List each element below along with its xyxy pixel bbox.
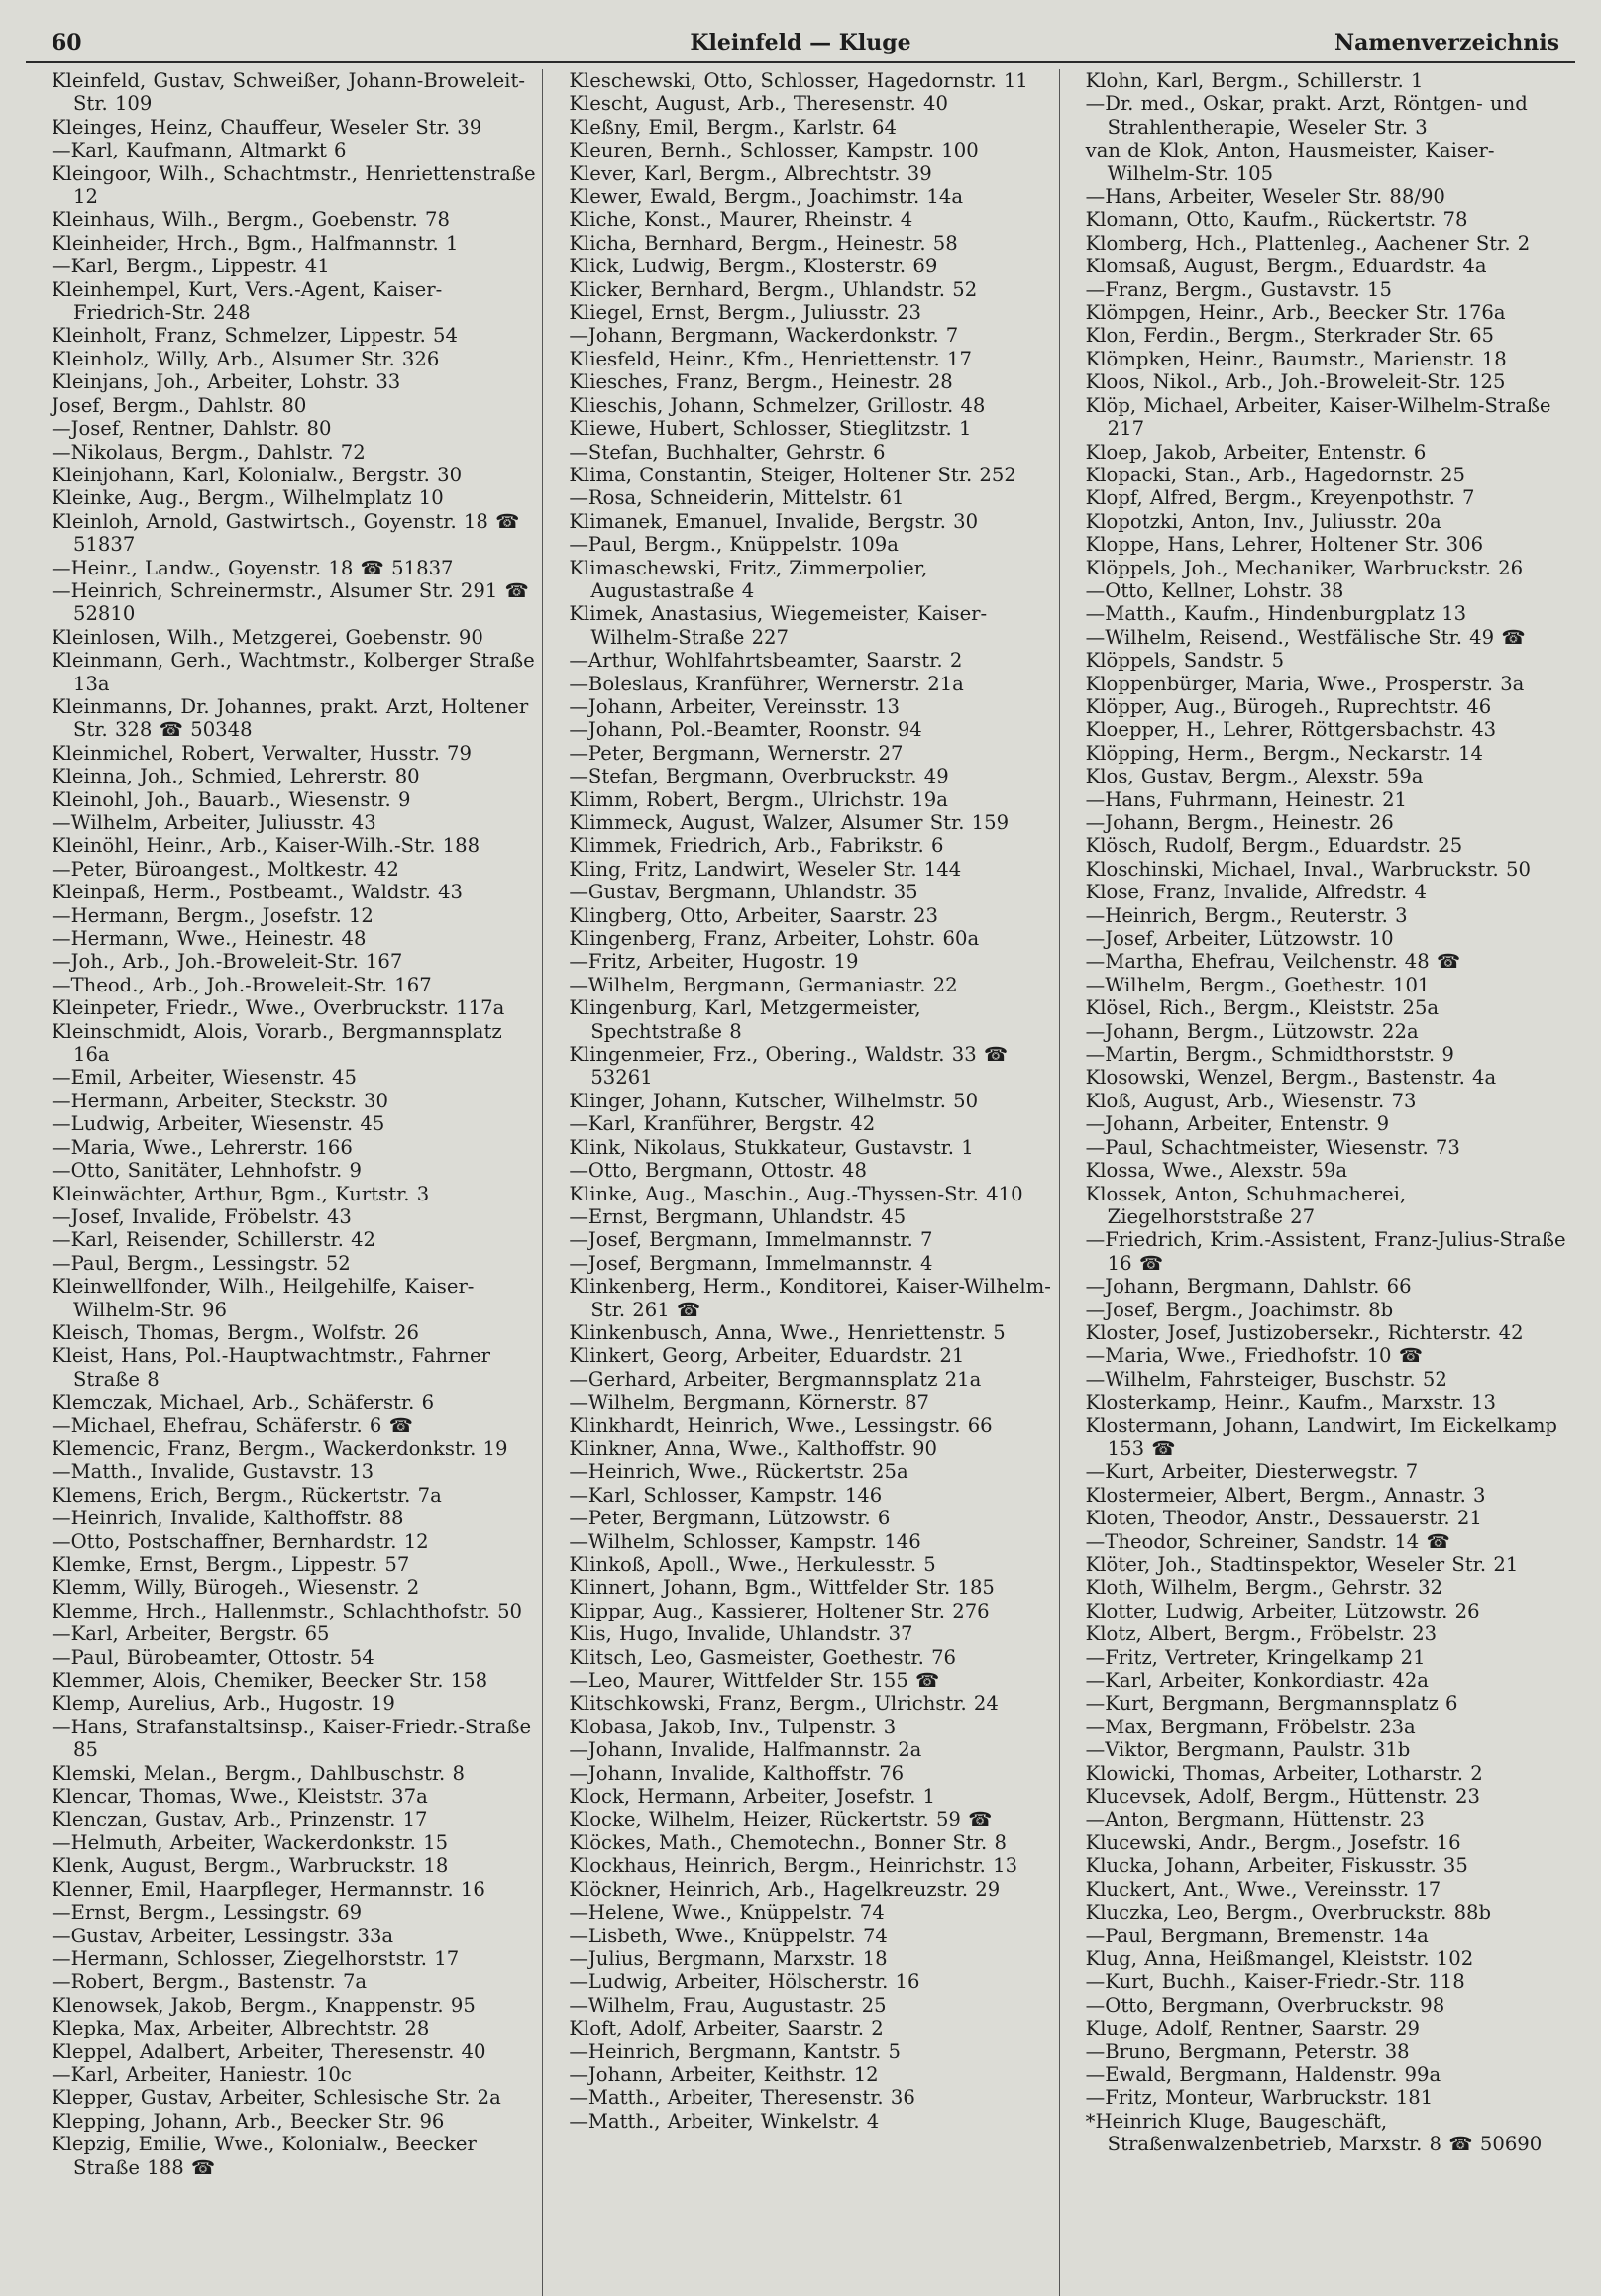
column-middle: [542, 69, 1058, 2296]
directory-entry: Kleinloh, Arnold, Gastwirtsch., Goyenstr. 18 ☎ 51837: [52, 509, 520, 557]
directory-entry: —Anton, Bergmann, Hüttenstr. 23: [1085, 1808, 1425, 1831]
directory-entry: —Martin, Bergm., Schmidthorststr. 9: [1085, 1043, 1454, 1067]
directory-entry: —Heinrich, Invalide, Kalthoffstr. 88: [52, 1507, 404, 1530]
directory-entry: —Matth., Invalide, Gustavstr. 13: [52, 1460, 374, 1484]
directory-entry: Klon, Ferdin., Bergm., Sterkrader Str. 65: [1085, 324, 1495, 348]
directory-entry: Klostermeier, Albert, Bergm., Annastr. 3: [1085, 1483, 1486, 1507]
directory-entry: Klinnert, Johann, Bgm., Wittfelder Str. 185: [569, 1576, 995, 1600]
directory-entry: —Karl, Kaufmann, Altmarkt 6: [52, 139, 347, 162]
directory-entry: Klingenberg, Franz, Arbeiter, Lohstr. 60a: [569, 927, 980, 951]
directory-entry: —Josef, Arbeiter, Lützowstr. 10: [1085, 927, 1394, 951]
directory-entry: —Viktor, Bergmann, Paulstr. 31b: [1085, 1738, 1411, 1762]
directory-entry: Kloß, August, Arb., Wiesenstr. 73: [1085, 1089, 1417, 1112]
directory-entry: —Gustav, Arbeiter, Lessingstr. 33a: [52, 1924, 394, 1947]
column-left: [26, 69, 542, 2296]
directory-entry: —Helmuth, Arbeiter, Wackerdonkstr. 15: [52, 1830, 449, 1854]
directory-entry: —Bruno, Bergmann, Peterstr. 38: [1085, 2039, 1410, 2063]
directory-entry: —Johann, Arbeiter, Entenstr. 9: [1085, 1112, 1390, 1136]
directory-entry: Kluge, Adolf, Rentner, Saarstr. 29: [1085, 2017, 1420, 2040]
directory-entry: Klucka, Johann, Arbeiter, Fiskusstr. 35: [1085, 1854, 1468, 1878]
directory-entry: Klöckner, Heinrich, Arb., Hagelkreuzstr. 29: [569, 1877, 1001, 1901]
directory-entry: Klucewski, Andr., Bergm., Josefstr. 16: [1085, 1830, 1461, 1854]
directory-entry: Klug, Anna, Heißmangel, Kleiststr. 102: [1085, 1946, 1474, 1970]
directory-entry: Klinkner, Anna, Wwe., Kalthoffstr. 90: [569, 1436, 937, 1460]
directory-entry: —Wilhelm, Frau, Augustastr. 25: [569, 1993, 887, 2017]
directory-entry: Klöpper, Aug., Bürogeh., Ruprechtstr. 46: [1085, 694, 1492, 718]
directory-entry: —Franz, Bergm., Gustavstr. 15: [1085, 277, 1392, 301]
directory-entry: Kleinhaus, Wilh., Bergm., Goebenstr. 78: [52, 208, 450, 232]
directory-entry: —Josef, Bergmann, Immelmannstr. 7: [569, 1228, 933, 1252]
directory-entry: —Friedrich, Krim.-Assistent, Franz-Julius-Straße 16 ☎: [1085, 1228, 1566, 1275]
directory-entry: Klingenmeier, Frz., Obering., Waldstr. 33 ☎ 53261: [569, 1043, 1009, 1090]
directory-entry: Klosterkamp, Heinr., Kaufm., Marxstr. 13: [1085, 1391, 1496, 1414]
directory-entry: Kleist, Hans, Pol.-Hauptwachtmstr., Fahrner Straße 8: [52, 1344, 490, 1391]
directory-entry: Klemme, Hrch., Hallenmstr., Schlachthofstr. 50: [52, 1599, 522, 1622]
directory-entry: —Boleslaus, Kranführer, Wernerstr. 21a: [569, 672, 964, 695]
directory-entry: Klis, Hugo, Invalide, Uhlandstr. 37: [569, 1622, 913, 1646]
directory-entry: Kloppenbürger, Maria, Wwe., Prosperstr. 3a: [1085, 672, 1525, 695]
directory-entry: —Wilhelm, Arbeiter, Juliusstr. 43: [52, 811, 376, 834]
directory-entry: —Johann, Invalide, Halfmannstr. 2a: [569, 1738, 922, 1762]
directory-entry: Kleinges, Heinz, Chauffeur, Weseler Str. 39: [52, 115, 482, 139]
directory-entry: —Hermann, Schlosser, Ziegelhorststr. 17: [52, 1946, 460, 1970]
directory-entry: —Otto, Kellner, Lohstr. 38: [1085, 578, 1344, 602]
directory-entry: —Hans, Strafanstaltsinsp., Kaiser-Friedr.-Straße 85: [52, 1715, 532, 1762]
directory-entry: —Matth., Kaufm., Hindenburgplatz 13: [1085, 602, 1467, 626]
directory-entry: —Karl, Schlosser, Kampstr. 146: [569, 1483, 883, 1507]
directory-entry: —Ludwig, Arbeiter, Wiesenstr. 45: [52, 1112, 385, 1136]
directory-entry: Kloep, Jakob, Arbeiter, Entenstr. 6: [1085, 440, 1427, 464]
directory-entry: Klewer, Ewald, Bergm., Joachimstr. 14a: [569, 185, 964, 209]
directory-entry: —Ludwig, Arbeiter, Hölscherstr. 16: [569, 1970, 920, 1994]
section-title: Namenverzeichnis: [1334, 30, 1559, 55]
directory-entry: Klenczan, Gustav, Arb., Prinzenstr. 17: [52, 1808, 428, 1831]
directory-entry: —Johann, Bergm., Lützowstr. 22a: [1085, 1019, 1419, 1043]
directory-entry: —Fritz, Monteur, Warbruckstr. 181: [1085, 2086, 1434, 2110]
directory-entry: Kleinohl, Joh., Bauarb., Wiesenstr. 9: [52, 787, 411, 811]
directory-entry: —Rosa, Schneiderin, Mittelstr. 61: [569, 486, 905, 510]
directory-entry: Klomsaß, August, Bergm., Eduardstr. 4a: [1085, 255, 1487, 278]
directory-entry: —Heinrich, Bergmann, Kantstr. 5: [569, 2039, 901, 2063]
directory-entry: Klepzig, Emilie, Wwe., Kolonialw., Beecker Straße 188 ☎: [52, 2133, 477, 2179]
directory-entry: —Fritz, Vertreter, Kringelkamp 21: [1085, 1645, 1426, 1669]
directory-entry: —Stefan, Bergmann, Overbruckstr. 49: [569, 765, 949, 788]
directory-entry: —Hermann, Bergm., Josefstr. 12: [52, 903, 374, 927]
directory-entry: —Heinrich, Wwe., Rückertstr. 25a: [569, 1460, 908, 1484]
directory-entry: —Heinrich, Schreinermstr., Alsumer Str. 291 ☎ 52810: [52, 578, 529, 626]
directory-entry: —Wilhelm, Fahrsteiger, Buschstr. 52: [1085, 1367, 1447, 1391]
directory-entry: Kluczka, Leo, Bergm., Overbruckstr. 88b: [1085, 1901, 1492, 1925]
directory-entry: Klobasa, Jakob, Inv., Tulpenstr. 3: [569, 1715, 897, 1738]
directory-entry: Kleinjans, Joh., Arbeiter, Lohstr. 33: [52, 370, 401, 394]
directory-entry: Klemczak, Michael, Arb., Schäferstr. 6: [52, 1391, 435, 1414]
directory-entry: Kliewe, Hubert, Schlosser, Stieglitzstr. 1: [569, 417, 972, 441]
directory-entry: Kloschinski, Michael, Inval., Warbruckstr. 50: [1085, 857, 1531, 881]
directory-entry: —Karl, Bergm., Lippestr. 41: [52, 255, 330, 278]
directory-entry: Klencar, Thomas, Wwe., Kleiststr. 37a: [52, 1785, 428, 1809]
directory-entry: —Wilhelm, Bergmann, Germaniastr. 22: [569, 973, 958, 996]
directory-entry: Klimek, Anastasius, Wiegemeister, Kaiser-Wilhelm-Straße 227: [569, 602, 988, 649]
directory-entry: Klima, Constantin, Steiger, Holtener Str. 252: [569, 463, 1016, 486]
directory-entry: Kleinpaß, Herm., Postbeamt., Waldstr. 43: [52, 881, 463, 904]
directory-entry: Klicker, Bernhard, Bergm., Uhlandstr. 52: [569, 277, 978, 301]
directory-entry: Klopacki, Stan., Arb., Hagedornstr. 25: [1085, 463, 1465, 486]
directory-entry: —Johann, Invalide, Kalthoffstr. 76: [569, 1761, 905, 1785]
directory-entry: —Ewald, Bergmann, Haldenstr. 99a: [1085, 2062, 1441, 2086]
directory-entry: Kloster, Josef, Justizobersekr., Richterstr. 42: [1085, 1320, 1524, 1344]
directory-entry: —Paul, Bergm., Knüppelstr. 109a: [569, 533, 899, 557]
directory-entry: —Helene, Wwe., Knüppelstr. 74: [569, 1901, 885, 1925]
name-range-heading: Kleinfeld — Kluge: [690, 30, 911, 55]
directory-entry: Klinkert, Georg, Arbeiter, Eduardstr. 21: [569, 1344, 965, 1368]
directory-entry: —Lisbeth, Wwe., Knüppelstr. 74: [569, 1924, 888, 1947]
directory-entry: —Hermann, Arbeiter, Steckstr. 30: [52, 1089, 388, 1112]
directory-entry: —Johann, Pol.-Beamter, Roonstr. 94: [569, 718, 922, 742]
directory-entry: Kleinna, Joh., Schmied, Lehrerstr. 80: [52, 765, 420, 788]
directory-entry: Klömpgen, Heinr., Arb., Beecker Str. 176a: [1085, 301, 1506, 325]
directory-entry: Klinke, Aug., Maschin., Aug.-Thyssen-Str. 410: [569, 1182, 1023, 1205]
directory-entry: —Kurt, Arbeiter, Diesterwegstr. 7: [1085, 1460, 1419, 1484]
directory-entry: van de Klok, Anton, Hausmeister, Kaiser-Wilhelm-Str. 105: [1085, 139, 1495, 185]
directory-entry: Klinkenbusch, Anna, Wwe., Henriettenstr. 5: [569, 1320, 1006, 1344]
directory-entry: Klomann, Otto, Kaufm., Rückertstr. 78: [1085, 208, 1468, 232]
directory-entry: —Wilhelm, Schlosser, Kampstr. 146: [569, 1529, 921, 1553]
directory-entry: —Otto, Bergmann, Overbruckstr. 98: [1085, 1993, 1445, 2017]
directory-entry: —Otto, Sanitäter, Lehnhofstr. 9: [52, 1159, 362, 1183]
directory-entry: Klemke, Ernst, Bergm., Lippestr. 57: [52, 1553, 410, 1576]
directory-entry: Klossa, Wwe., Alexstr. 59a: [1085, 1159, 1348, 1183]
directory-entry: —Emil, Arbeiter, Wiesenstr. 45: [52, 1066, 357, 1090]
directory-entry: Klock, Hermann, Arbeiter, Josefstr. 1: [569, 1785, 936, 1809]
directory-entry: —Robert, Bergm., Bastenstr. 7a: [52, 1970, 368, 1994]
directory-entry: Kleinmann, Gerh., Wachtmstr., Kolberger Straße 13a: [52, 649, 535, 695]
directory-entry: Klimm, Robert, Bergm., Ulrichstr. 19a: [569, 787, 948, 811]
directory-entry: Klösch, Rudolf, Bergm., Eduardstr. 25: [1085, 834, 1463, 858]
directory-entry: —Wilhelm, Bergmann, Körnerstr. 87: [569, 1391, 930, 1414]
directory-entry: Klescht, August, Arb., Theresenstr. 40: [569, 92, 948, 116]
directory-entry: Klemmer, Alois, Chemiker, Beecker Str. 158: [52, 1669, 488, 1693]
directory-entry: —Martha, Ehefrau, Veilchenstr. 48 ☎: [1085, 950, 1461, 974]
directory-entry: —Johann, Arbeiter, Keithstr. 12: [569, 2062, 879, 2086]
directory-entry: Klinkenberg, Herm., Konditorei, Kaiser-Wilhelm-Str. 261 ☎: [569, 1275, 1051, 1321]
directory-entry: Klicha, Bernhard, Bergm., Heinestr. 58: [569, 231, 958, 255]
directory-entry: Kleppel, Adalbert, Arbeiter, Theresenstr. 40: [52, 2039, 486, 2063]
column-right: [1059, 69, 1575, 2296]
directory-entry: Klose, Franz, Invalide, Alfredstr. 4: [1085, 881, 1427, 904]
directory-entry: —Johann, Bergm., Heinestr. 26: [1085, 811, 1394, 834]
directory-entry: Klitschkowski, Franz, Bergm., Ulrichstr. 24: [569, 1692, 999, 1716]
directory-entry: —Kurt, Buchh., Kaiser-Friedr.-Str. 118: [1085, 1970, 1465, 1994]
directory-entry: —Ernst, Bergm., Lessingstr. 69: [52, 1901, 363, 1925]
directory-entry: —Otto, Bergmann, Ottostr. 48: [569, 1159, 867, 1183]
directory-entry: Kleinke, Aug., Bergm., Wilhelmplatz 10: [52, 486, 444, 510]
directory-entry: Klingberg, Otto, Arbeiter, Saarstr. 23: [569, 903, 938, 927]
directory-entry: Kleinholz, Willy, Arb., Alsumer Str. 326: [52, 347, 440, 370]
directory-entry: Kleinfeld, Gustav, Schweißer, Johann-Broweleit-Str. 109: [52, 69, 525, 116]
directory-entry: Klucevsek, Adolf, Bergm., Hüttenstr. 23: [1085, 1785, 1480, 1809]
directory-entry: —Julius, Bergmann, Marxstr. 18: [569, 1946, 888, 1970]
directory-entry: Klöp, Michael, Arbeiter, Kaiser-Wilhelm-Straße 217: [1085, 393, 1551, 441]
directory-entry: Klowicki, Thomas, Arbeiter, Lotharstr. 2: [1085, 1761, 1483, 1785]
directory-entry: Klopotzki, Anton, Inv., Juliusstr. 20a: [1085, 509, 1441, 533]
directory-entry: Kleingoor, Wilh., Schachtmstr., Henriettenstraße 12: [52, 161, 536, 209]
directory-entry: Klick, Ludwig, Bergm., Klosterstr. 69: [569, 255, 938, 278]
directory-entry: Kloos, Nikol., Arb., Joh.-Broweleit-Str. 125: [1085, 370, 1506, 394]
directory-entry: —Gustav, Bergmann, Uhlandstr. 35: [569, 881, 918, 904]
directory-entry: Klostermann, Johann, Landwirt, Im Eickelkamp 153 ☎: [1085, 1413, 1557, 1460]
directory-entry: Klinger, Johann, Kutscher, Wilhelmstr. 50: [569, 1089, 979, 1112]
page-number: 60: [52, 30, 82, 55]
directory-entry: Klossek, Anton, Schuhmacherei, Ziegelhorststraße 27: [1085, 1182, 1407, 1228]
directory-entry: —Max, Bergmann, Fröbelstr. 23a: [1085, 1715, 1416, 1738]
directory-entry: Kloth, Wilhelm, Bergm., Gehrstr. 32: [1085, 1576, 1443, 1600]
directory-entry: Klimmek, Friedrich, Arb., Fabrikstr. 6: [569, 834, 944, 858]
directory-entry: —Karl, Reisender, Schillerstr. 42: [52, 1228, 376, 1252]
directory-entry: Klockhaus, Heinrich, Bergm., Heinrichstr. 13: [569, 1854, 1018, 1878]
directory-entry: —Arthur, Wohlfahrtsbeamter, Saarstr. 2: [569, 649, 963, 673]
directory-entry: Klopf, Alfred, Bergm., Kreyenpothstr. 7: [1085, 486, 1475, 510]
directory-entry: —Paul, Bergm., Lessingstr. 52: [52, 1251, 351, 1275]
directory-entry: —Heinr., Landw., Goyenstr. 18 ☎ 51837: [52, 556, 454, 579]
directory-entry: Kliesfeld, Heinr., Kfm., Henriettenstr. 17: [569, 347, 972, 370]
directory-entry: Kliche, Konst., Maurer, Rheinstr. 4: [569, 208, 913, 232]
directory-columns: [26, 69, 1575, 2296]
directory-entry: Klieschis, Johann, Schmelzer, Grillostr. 48: [569, 393, 986, 417]
directory-entry: —Maria, Wwe., Lehrerstr. 166: [52, 1135, 353, 1159]
directory-entry: —Theod., Arb., Joh.-Broweleit-Str. 167: [52, 973, 432, 996]
directory-entry: —Otto, Postschaffner, Bernhardstr. 12: [52, 1529, 429, 1553]
directory-entry: Klepping, Johann, Arb., Beecker Str. 96: [52, 2109, 445, 2133]
directory-entry: —Leo, Maurer, Wittfelder Str. 155 ☎: [569, 1669, 940, 1693]
directory-entry: Klöpping, Herm., Bergm., Neckarstr. 14: [1085, 741, 1483, 765]
directory-entry: Kleinjohann, Karl, Kolonialw., Bergstr. 30: [52, 463, 463, 486]
directory-entry: Josef, Bergm., Dahlstr. 80: [52, 393, 307, 417]
directory-entry: Klotter, Ludwig, Arbeiter, Lützowstr. 26: [1085, 1599, 1480, 1622]
directory-entry: Klotz, Albert, Bergm., Fröbelstr. 23: [1085, 1622, 1438, 1646]
directory-entry: —Matth., Arbeiter, Winkelstr. 4: [569, 2109, 880, 2133]
directory-entry: —Karl, Arbeiter, Konkordiastr. 42a: [1085, 1669, 1429, 1693]
directory-entry: Klepper, Gustav, Arbeiter, Schlesische Str. 2a: [52, 2086, 501, 2110]
directory-entry: —Karl, Arbeiter, Bergstr. 65: [52, 1622, 330, 1646]
directory-entry: —Matth., Arbeiter, Theresenstr. 36: [569, 2086, 915, 2110]
directory-entry: Kleinholt, Franz, Schmelzer, Lippestr. 54: [52, 324, 458, 348]
directory-entry: —Maria, Wwe., Friedhofstr. 10 ☎: [1085, 1344, 1424, 1368]
directory-entry: —Hans, Arbeiter, Weseler Str. 88/90: [1085, 185, 1445, 209]
directory-entry: Kloft, Adolf, Arbeiter, Saarstr. 2: [569, 2017, 884, 2040]
directory-entry: —Ernst, Bergmann, Uhlandstr. 45: [569, 1204, 907, 1228]
directory-entry: Kluckert, Ant., Wwe., Vereinsstr. 17: [1085, 1877, 1441, 1901]
directory-entry: —Peter, Bergmann, Wernerstr. 27: [569, 741, 904, 765]
directory-entry: Klenk, August, Bergm., Warbruckstr. 18: [52, 1854, 449, 1878]
directory-entry: —Wilhelm, Reisend., Westfälische Str. 49 ☎: [1085, 625, 1526, 649]
directory-entry: —Johann, Bergmann, Dahlstr. 66: [1085, 1275, 1412, 1299]
directory-entry: —Peter, Büroangest., Moltkestr. 42: [52, 857, 399, 881]
directory-entry: Klösel, Rich., Bergm., Kleiststr. 25a: [1085, 996, 1440, 1020]
directory-entry: Klimaschewski, Fritz, Zimmerpolier, Augustastraße 4: [569, 556, 928, 602]
directory-entry: Kleinöhl, Heinr., Arb., Kaiser-Wilh.-Str. 188: [52, 834, 480, 858]
directory-entry: —Karl, Arbeiter, Haniestr. 10c: [52, 2062, 352, 2086]
directory-entry: Klöter, Joh., Stadtinspektor, Weseler Str. 21: [1085, 1553, 1519, 1576]
directory-entry: —Gerhard, Arbeiter, Bergmannsplatz 21a: [569, 1367, 982, 1391]
directory-entry: Klöckes, Math., Chemotechn., Bonner Str. 8: [569, 1830, 1007, 1854]
directory-entry: —Nikolaus, Bergm., Dahlstr. 72: [52, 440, 366, 464]
directory-entry: Kleinschmidt, Alois, Vorarb., Bergmannsplatz 16a: [52, 1019, 502, 1067]
directory-entry: —Fritz, Arbeiter, Hugostr. 19: [569, 950, 859, 974]
directory-entry: Kleinmichel, Robert, Verwalter, Husstr. 79: [52, 741, 472, 765]
directory-entry: Klemencic, Franz, Bergm., Wackerdonkstr. 19: [52, 1436, 508, 1460]
directory-entry: *Heinrich Kluge, Baugeschäft, Straßenwalzenbetrieb, Marxstr. 8 ☎ 50690: [1085, 2109, 1543, 2156]
directory-entry: —Peter, Bergmann, Lützowstr. 6: [569, 1507, 891, 1530]
directory-entry: Kleschewski, Otto, Schlosser, Hagedornstr. 11: [569, 69, 1028, 92]
directory-entry: Kleßny, Emil, Bergm., Karlstr. 64: [569, 115, 897, 139]
directory-entry: Klenner, Emil, Haarpfleger, Hermannstr. 16: [52, 1877, 485, 1901]
directory-entry: —Wilhelm, Bergm., Goethestr. 101: [1085, 973, 1431, 996]
directory-entry: Klos, Gustav, Bergm., Alexstr. 59a: [1085, 765, 1424, 788]
directory-entry: Klömpken, Heinr., Baumstr., Marienstr. 18: [1085, 347, 1507, 370]
directory-entry: Kleuren, Bernh., Schlosser, Kampstr. 100: [569, 139, 979, 162]
directory-entry: —Johann, Bergmann, Wackerdonkstr. 7: [569, 324, 959, 348]
directory-entry: Klemski, Melan., Bergm., Dahlbuschstr. 8: [52, 1761, 465, 1785]
directory-entry: —Kurt, Bergmann, Bergmannsplatz 6: [1085, 1692, 1458, 1716]
directory-entry: —Stefan, Buchhalter, Gehrstr. 6: [569, 440, 886, 464]
directory-entry: —Josef, Rentner, Dahlstr. 80: [52, 417, 332, 441]
directory-entry: Klemm, Willy, Bürogeh., Wiesenstr. 2: [52, 1576, 420, 1600]
directory-entry: —Josef, Bergmann, Immelmannstr. 4: [569, 1251, 933, 1275]
directory-entry: Klingenburg, Karl, Metzgermeister, Spechtstraße 8: [569, 996, 921, 1043]
directory-entry: Klocke, Wilhelm, Heizer, Rückertstr. 59 ☎: [569, 1808, 993, 1831]
directory-entry: Kliesches, Franz, Bergm., Heinestr. 28: [569, 370, 953, 394]
directory-entry: Klöppels, Sandstr. 5: [1085, 649, 1285, 673]
directory-entry: Klemens, Erich, Bergm., Rückertstr. 7a: [52, 1483, 442, 1507]
directory-entry: Klitsch, Leo, Gasmeister, Goethestr. 76: [569, 1645, 957, 1669]
directory-entry: Kleinlosen, Wilh., Metzgerei, Goebenstr. 90: [52, 625, 483, 649]
directory-entry: Klenowsek, Jakob, Bergm., Knappenstr. 95: [52, 1993, 476, 2017]
directory-entry: —Paul, Schachtmeister, Wiesenstr. 73: [1085, 1135, 1460, 1159]
directory-entry: —Dr. med., Oskar, prakt. Arzt, Röntgen- und Strahlentherapie, Weseler Str. 3: [1085, 92, 1528, 139]
directory-entry: —Paul, Bergmann, Bremenstr. 14a: [1085, 1924, 1429, 1947]
directory-entry: —Josef, Bergm., Joachimstr. 8b: [1085, 1298, 1394, 1321]
directory-entry: —Josef, Invalide, Fröbelstr. 43: [52, 1204, 352, 1228]
directory-entry: Klever, Karl, Bergm., Albrechtstr. 39: [569, 161, 932, 185]
directory-entry: —Hermann, Wwe., Heinestr. 48: [52, 927, 367, 951]
directory-entry: Klink, Nikolaus, Stukkateur, Gustavstr. 1: [569, 1135, 974, 1159]
directory-entry: Klimmeck, August, Walzer, Alsumer Str. 159: [569, 811, 1010, 834]
directory-entry: Kling, Fritz, Landwirt, Weseler Str. 144: [569, 857, 962, 881]
directory-entry: Klöppels, Joh., Mechaniker, Warbruckstr. 26: [1085, 556, 1524, 579]
directory-entry: —Michael, Ehefrau, Schäferstr. 6 ☎: [52, 1413, 414, 1437]
directory-entry: —Hans, Fuhrmann, Heinestr. 21: [1085, 787, 1408, 811]
directory-entry: Klinkhardt, Heinrich, Wwe., Lessingstr. 66: [569, 1413, 993, 1437]
directory-entry: —Joh., Arb., Joh.-Broweleit-Str. 167: [52, 950, 403, 974]
directory-entry: Kleisch, Thomas, Bergm., Wolfstr. 26: [52, 1320, 419, 1344]
directory-entry: Kleinheider, Hrch., Bgm., Halfmannstr. 1: [52, 231, 459, 255]
directory-entry: Kleinpeter, Friedr., Wwe., Overbruckstr. 117a: [52, 996, 505, 1020]
directory-entry: Kleinwächter, Arthur, Bgm., Kurtstr. 3: [52, 1182, 430, 1205]
directory-entry: Klemp, Aurelius, Arb., Hugostr. 19: [52, 1692, 395, 1716]
directory-entry: Kliegel, Ernst, Bergm., Juliusstr. 23: [569, 301, 922, 325]
directory-entry: Kloppe, Hans, Lehrer, Holtener Str. 306: [1085, 533, 1484, 557]
directory-entry: Klomberg, Hch., Plattenleg., Aachener Str. 2: [1085, 231, 1531, 255]
directory-entry: Kleinwellfonder, Wilh., Heilgehilfe, Kaiser-Wilhelm-Str. 96: [52, 1275, 475, 1321]
directory-entry: Kleinmanns, Dr. Johannes, prakt. Arzt, Holtener Str. 328 ☎ 50348: [52, 694, 529, 742]
directory-entry: Kleinhempel, Kurt, Vers.-Agent, Kaiser-Friedrich-Str. 248: [52, 277, 443, 325]
directory-entry: Klepka, Max, Arbeiter, Albrechtstr. 28: [52, 2017, 430, 2040]
directory-entry: Klippar, Aug., Kassierer, Holtener Str. 276: [569, 1599, 990, 1622]
directory-entry: —Heinrich, Bergm., Reuterstr. 3: [1085, 903, 1408, 927]
directory-entry: —Johann, Arbeiter, Vereinsstr. 13: [569, 694, 901, 718]
directory-entry: Kloten, Theodor, Anstr., Dessauerstr. 21: [1085, 1507, 1482, 1530]
page-header: [26, 26, 1575, 63]
directory-entry: Klosowski, Wenzel, Bergm., Bastenstr. 4a: [1085, 1066, 1497, 1090]
directory-entry: —Karl, Kranführer, Bergstr. 42: [569, 1112, 876, 1136]
directory-entry: Klinkoß, Apoll., Wwe., Herkulesstr. 5: [569, 1553, 936, 1576]
directory-entry: Kloepper, H., Lehrer, Röttgersbachstr. 43: [1085, 718, 1497, 742]
directory-entry: —Paul, Bürobeamter, Ottostr. 54: [52, 1645, 374, 1669]
directory-entry: —Theodor, Schreiner, Sandstr. 14 ☎: [1085, 1529, 1450, 1553]
directory-entry: Klohn, Karl, Bergm., Schillerstr. 1: [1085, 69, 1424, 92]
directory-entry: Klimanek, Emanuel, Invalide, Bergstr. 30: [569, 509, 979, 533]
